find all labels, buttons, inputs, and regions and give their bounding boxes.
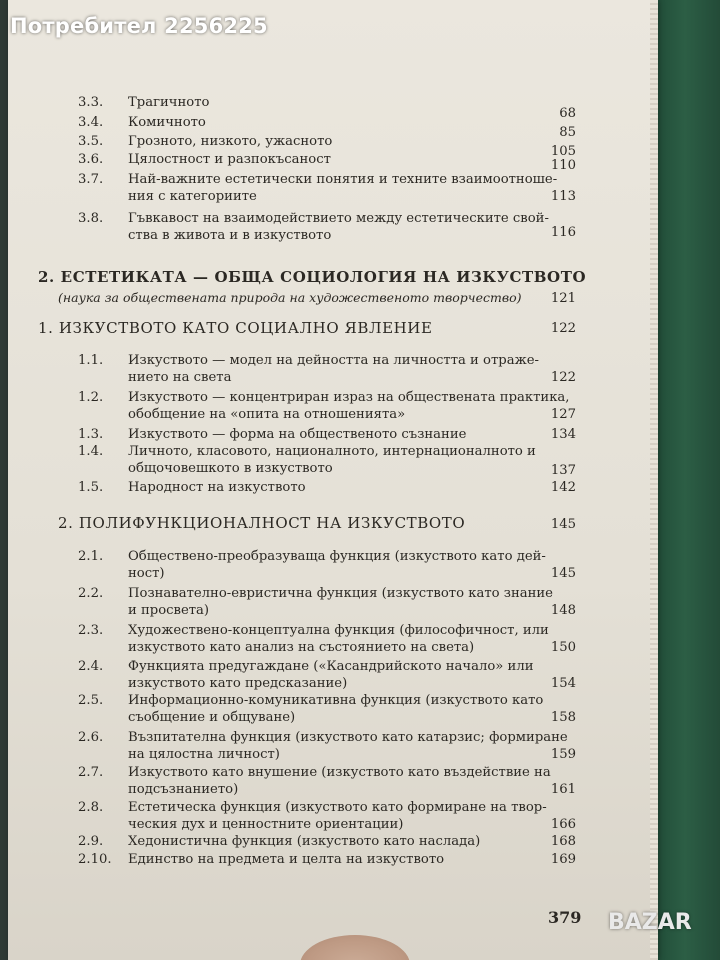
bazar-logo: BAZAR bbox=[608, 910, 692, 935]
section-subtitle: (наука за обществената природа на художественото творчество) bbox=[58, 290, 522, 305]
section-title: 2. ЕСТЕТИКАТА — ОБЩА СОЦИОЛОГИЯ НА ИЗКУСТВОТО bbox=[38, 268, 587, 286]
page-edge bbox=[650, 0, 658, 960]
watermark: Потребител 2256225 bbox=[10, 14, 268, 38]
book-cover-edge bbox=[650, 0, 720, 960]
table-of-contents: 3.3. Трагичното 68 3.4. Комичното 85 3.5. Грозното, низкото, ужасното 105 3.6. Цялостност и разпокъсаност 110 3.7. Най-важните естетически понятия и техните взаимоотноше- ния с категориите 113 3.8. Гъвкавост на взаимодействието между естетическите свой- ства в живота и в изкуството 116 2. ЕСТЕТИКАТА — ОБЩА СОЦИОЛОГИЯ НА ИЗКУСТВОТО (наука за обществената природа на художественото творчество) 121 1. ИЗКУСТВОТО КАТО СОЦИАЛНО ЯВЛЕНИЕ 122 1.1. Изкуството — модел на дейността на личността и отраже- нието на света 122 1.2. Изкуството — концентриран израз на обществената практика, обобщение на «опита на отношенията» 127 1.3. Изкуството — форма на общественото съзнание 134 1.4. Личното, класовото, националното, интернационалното и общочовешкото в изкуството 137 1.5. Народност на изкуството 142 2. ПОЛИФУНКЦИОНАЛНОСТ НА ИЗКУСТВОТО 145 2.1. Общественo-преобразуваща функция (изкуството като дей- ност) 145 2.2. Познавателно-евристична функция (изкуството като знание и просвета) 148 2.3. Художествено-концептуална функция (философичност, или изкуството като анализ на състоянието на света) 150 2.4. Функцията предугаждане («Касандрийското начало» или изкуството като предсказание) 154 2.5. Информационно-комуникативна функция (изкуството като съобщение и общуване) 158 2.6. Възпитателна функция (изкуството като катарзис; формиране на цялостна личност) 159 2.7. Изкуството като внушение (изкуството като въздействие на подсъзнанието) 161 2.8. Естетическа функция (изкуството като формиране на твор- ческия дух и ценностните ориентации) 166 2.9. Хедонистична функция (изкуството като наслада) 168 2.10. Единство на предмета и целта на изкуството 169 379 bbox=[38, 95, 587, 927]
chapter-title: 1. ИЗКУСТВОТО КАТО СОЦИАЛНО ЯВЛЕНИЕ bbox=[38, 319, 433, 337]
chapter-title: 2. ПОЛИФУНКЦИОНАЛНОСТ НА ИЗКУСТВОТО bbox=[58, 514, 466, 532]
page-number: 379 bbox=[548, 908, 582, 927]
book-page bbox=[8, 0, 656, 960]
